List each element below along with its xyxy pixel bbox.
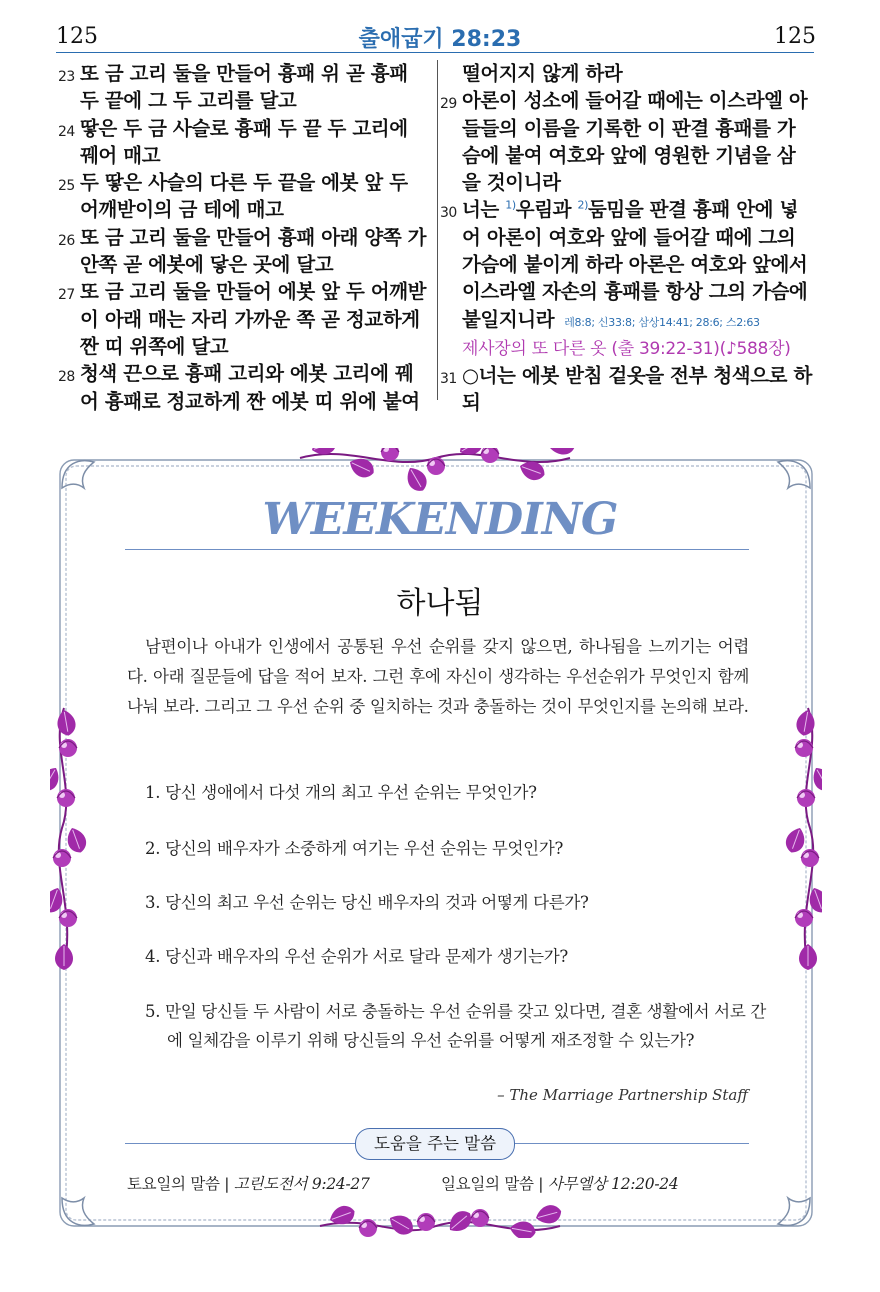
verse-number: 30	[440, 205, 457, 222]
reading-reference[interactable]: 사무엘상 12:20-24	[547, 1175, 679, 1193]
verse-text-part: 우림과	[515, 198, 578, 222]
verse-28-continued	[440, 60, 812, 87]
verse-number: 29	[440, 96, 457, 113]
article-intro: 남편이나 아내가 인생에서 공통된 우선 순위를 갖지 않으면, 하나됨을 느끼기는 어렵다. 아래 질문들에 답을 적어 보자. 그런 후에 자신이 생각하는 우선순위가 무엇인지 함께 나눠 보라. 그리고 그 우선 순위 중 일치하는 것과 충돌하는 것이 무엇인지를 논의해 보라.	[127, 637, 749, 716]
verse-31	[440, 362, 812, 417]
verse-text: 또 금 고리 둘을 만들어 흉패 아래 양쪽 가 안쪽 곧 에봇에 닿은 곳에 달고	[80, 225, 427, 277]
saturday-reading	[127, 1172, 370, 1194]
verse-29	[440, 87, 812, 196]
left-vine-ornament	[50, 708, 89, 970]
article-credit: – The Marriage Partnership Staff	[497, 1086, 748, 1104]
verse-28	[58, 360, 430, 415]
page-number-right: 125	[774, 24, 816, 49]
bottom-vine-ornament	[320, 1203, 563, 1238]
verse-text: 땋은 두 금 사슬로 흉패 두 끝 두 고리에 꿰어 매고	[80, 116, 408, 167]
verse-number: 27	[58, 287, 75, 304]
verse-27	[58, 278, 430, 360]
verse-number: 23	[58, 69, 75, 85]
bible-column-right	[440, 60, 812, 417]
header-rule	[56, 52, 814, 53]
verse-30	[440, 196, 812, 335]
footnote-marker-1[interactable]: 1)	[505, 198, 516, 212]
cross-reference[interactable]: 레8:8; 신33:8; 삼상14:41; 28:6; 스2:63	[564, 315, 760, 329]
top-vine-ornament	[300, 448, 577, 495]
verse-text: ○너는 에봇 받침 겉옷을 전부 청색으로 하되	[462, 363, 812, 415]
section-subheading: 제사장의 또 다른 옷 (출 39:22-31)(♪588장)	[462, 338, 791, 359]
weekending-title: WEEKENDING	[262, 494, 618, 545]
question-item: 2. 당신의 배우자가 소중하게 여기는 우선 순위는 무엇인가?	[145, 839, 564, 858]
verse-text-part: 너는	[462, 198, 506, 222]
verse-number: 31	[440, 370, 457, 387]
right-vine-ornament	[783, 708, 822, 970]
verse-24	[58, 115, 430, 170]
verse-text-part: 둠밈을 판결 흉패 안에 넣어 아론이 여호와 앞에 들어갈 때에 그의 가슴에 붙이게 하라 아론은 여호와 앞에서 이스라엘 자손의 흉패를 항상 그의 가슴에 붙일지니라	[462, 198, 808, 331]
question-item: 4. 당신과 배우자의 우선 순위가 서로 달라 문제가 생기는가?	[145, 947, 568, 966]
title-rule	[125, 549, 749, 550]
question-item: 3. 당신의 최고 우선 순위는 당신 배우자의 것과 어떻게 다른가?	[145, 893, 589, 912]
question-item: 1. 당신 생애에서 다섯 개의 최고 우선 순위는 무엇인가?	[145, 783, 537, 802]
verse-text: 또 금 고리 둘을 만들어 흉패 위 곧 흉패 두 끝에 그 두 고리를 달고	[80, 62, 408, 113]
verse-text: 아론이 성소에 들어갈 때에는 이스라엘 아들들의 이름을 기록한 이 판결 흉패를 가슴에 붙여 여호와 앞에 영원한 기념을 삼을 것이니라	[462, 89, 808, 195]
reading-label: 일요일의 말씀	[441, 1175, 534, 1193]
verse-23	[58, 60, 430, 115]
question-item: 5. 만일 당신들 두 사람이 서로 충돌하는 우선 순위를 갖고 있다면, 결혼 생활에서 서로 간에 일체감을 이루기 위해 당신들의 우선 순위를 어떻게 재조정할 수 있는가?	[145, 1002, 767, 1050]
sunday-reading	[441, 1172, 678, 1194]
verse-text: 두 땋은 사슬의 다른 두 끝을 에봇 앞 두 어깨받이의 금 테에 매고	[80, 171, 408, 222]
reading-label: 토요일의 말씀	[127, 1175, 220, 1193]
verse-number: 26	[58, 232, 75, 249]
bible-column-left	[58, 60, 430, 415]
verse-text: 또 금 고리 둘을 만들어 에봇 앞 두 어깨받이 아래 매는 자리 가까운 쪽 곧 정교하게 짠 띠 위쪽에 달고	[80, 280, 427, 358]
verse-26	[58, 224, 430, 279]
reading-separator: |	[219, 1175, 234, 1193]
verse-number: 28	[58, 369, 75, 386]
reading-reference[interactable]: 고린도전서 9:24-27	[233, 1175, 370, 1193]
article-title: 하나됨	[396, 586, 484, 621]
helpful-words-badge: 도움을 주는 말씀	[355, 1128, 515, 1160]
verse-number: 25	[58, 178, 75, 195]
page-number-left: 125	[56, 24, 98, 49]
running-title: 출애굽기 28:23	[358, 27, 522, 52]
verse-text: 청색 끈으로 흉패 고리와 에봇 고리에 꿰어 흉패로 정교하게 짠 에봇 띠 위에 붙여	[80, 362, 420, 413]
column-divider	[437, 60, 438, 400]
reading-separator: |	[533, 1175, 548, 1193]
footnote-marker-2[interactable]: 2)	[577, 198, 588, 212]
verse-text: 떨어지지 않게 하라	[462, 62, 623, 85]
verse-25	[58, 169, 430, 224]
verse-number: 24	[58, 123, 75, 140]
